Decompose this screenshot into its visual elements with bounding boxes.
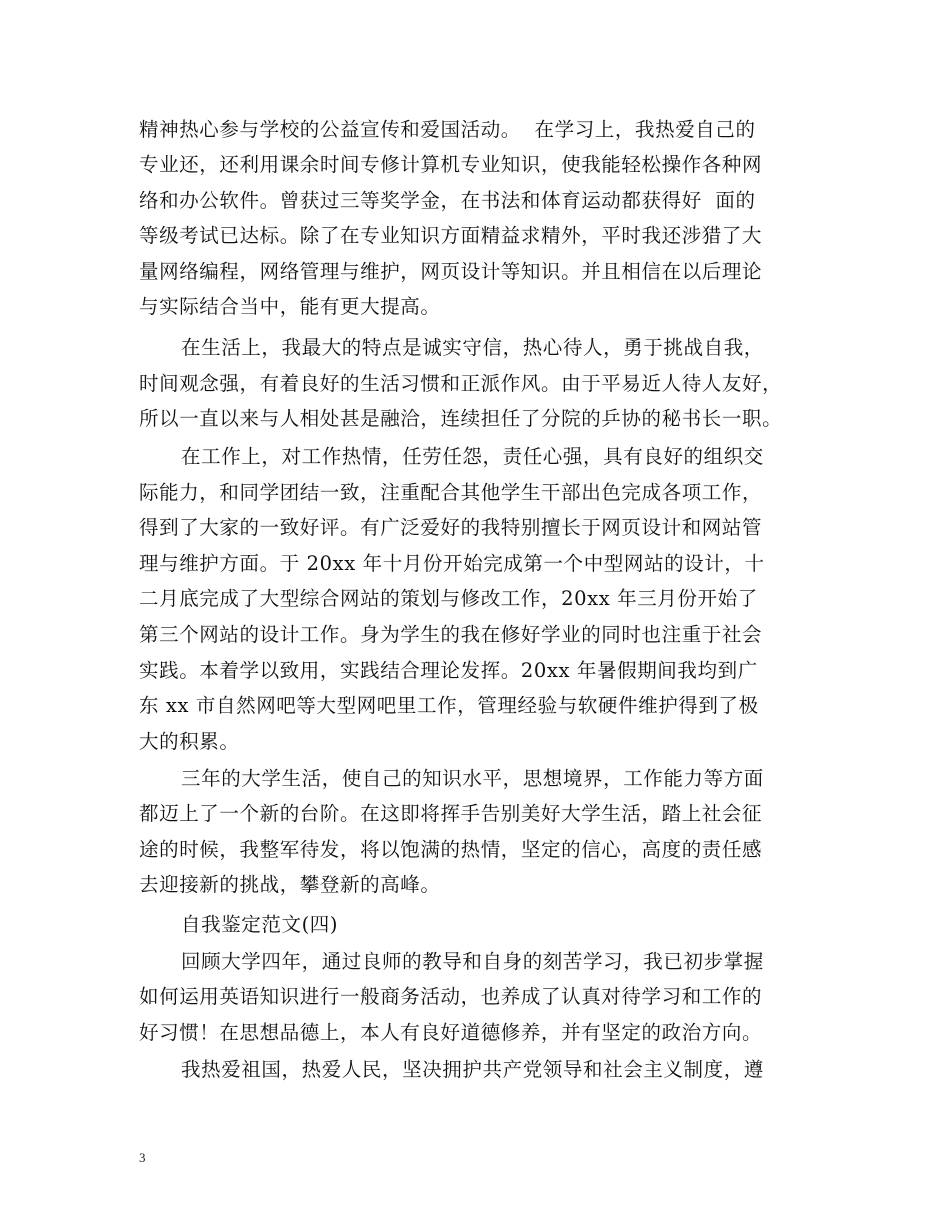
paragraph-start-line: 三年的大学生活，使自己的知识水平，思想境界，工作能力等方面 bbox=[181, 767, 764, 790]
text-line: 专业还，还利用课余时间专修计算机专业知识，使我能轻松操作各种网 bbox=[139, 153, 763, 176]
paragraph-start-line: 我热爱祖国，热爱人民，坚决拥护共产党领导和社会主义制度，遵 bbox=[181, 1058, 764, 1081]
text-line: 实践。本着学以致用，实践结合理论发挥。20xx 年暑假期间我均到广 bbox=[139, 659, 758, 682]
paragraph-start-line: 回顾大学四年，通过良师的教导和自身的刻苦学习，我已初步掌握 bbox=[181, 950, 764, 973]
text-line: 二月底完成了大型综合网站的策划与修改工作，20xx 年三月份开始了 bbox=[139, 587, 758, 610]
text-line: 时间观念强，有着良好的生活习惯和正派作风。由于平易近人待人友好， bbox=[139, 372, 783, 395]
text-line: 所以一直以来与人相处甚是融洽，连续担任了分院的乒协的秘书长一职。 bbox=[139, 407, 783, 430]
text-line: 精神热心参与学校的公益宣传和爱国活动。 在学习上，我热爱自己的 bbox=[139, 118, 756, 141]
text-line: 得到了大家的一致好评。有广泛爱好的我特别擅长于网页设计和网站管 bbox=[139, 516, 763, 539]
text-line: 量网络编程，网络管理与维护，网页设计等知识。并且相信在以后理论 bbox=[139, 260, 763, 283]
text-line: 都迈上了一个新的台阶。在这即将挥手告别美好大学生活，踏上社会征 bbox=[139, 802, 763, 825]
text-line: 如何运用英语知识进行一般商务活动，也养成了认真对待学习和工作的 bbox=[139, 985, 763, 1008]
text-line: 途的时候，我整军待发，将以饱满的热情，坚定的信心，高度的责任感 bbox=[139, 838, 763, 861]
text-line: 络和办公软件。曾获过三等奖学金，在书法和体育运动都获得好 面的 bbox=[139, 189, 756, 212]
text-line: 大的积累。 bbox=[139, 730, 240, 753]
text-line: 等级考试已达标。除了在专业知识方面精益求精外，平时我还涉猎了大 bbox=[139, 224, 763, 247]
paragraph-start-line: 在生活上，我最大的特点是诚实守信，热心待人，勇于挑战自我， bbox=[181, 336, 764, 359]
text-line: 好习惯！在思想品德上，本人有良好道德修养，并有坚定的政治方向。 bbox=[139, 1021, 763, 1044]
paragraph-start-line: 在工作上，对工作热情，任劳任怨，责任心强，具有良好的组织交 bbox=[181, 445, 764, 468]
page-number: 3 bbox=[139, 1150, 146, 1165]
text-line: 第三个网站的设计工作。身为学生的我在修好学业的同时也注重于社会 bbox=[139, 623, 763, 646]
text-line: 东 xx 市自然网吧等大型网吧里工作，管理经验与软硬件维护得到了极 bbox=[139, 694, 759, 717]
text-line: 理与维护方面。于 20xx 年十月份开始完成第一个中型网站的设计，十 bbox=[139, 552, 765, 575]
section-heading: 自我鉴定范文(四) bbox=[181, 913, 339, 936]
text-line: 去迎接新的挑战，攀登新的高峰。 bbox=[139, 873, 441, 896]
text-line: 与实际结合当中，能有更大提高。 bbox=[139, 295, 441, 318]
text-line: 际能力，和同学团结一致，注重配合其他学生干部出色完成各项工作， bbox=[139, 481, 763, 504]
